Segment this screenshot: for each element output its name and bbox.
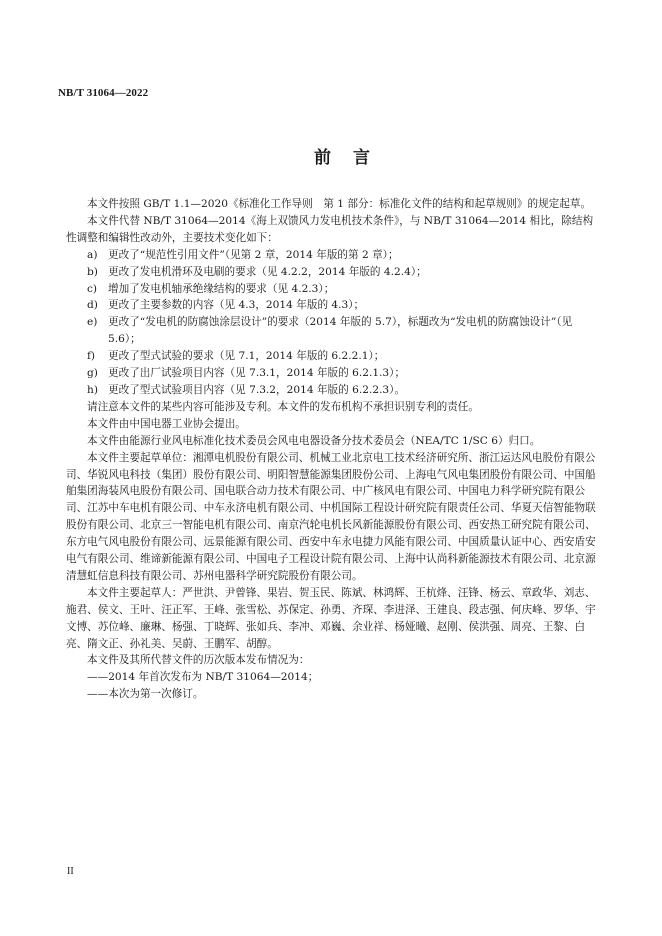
list-item-label: b) — [87, 265, 98, 278]
paragraph-drafting-units: 本文件主要起草单位：湘潭电机股份有限公司、机械工业北京电工技术经济研究所、浙江运达风电股份有限公司、华锐风电科技（集团）股份有限公司、明阳智慧能源集团股份公司、上海电气风电集团股份有限公司、中国船舶集团海装风电股份有限公司、国电联合动力技术有限公司、中广核风电有限公司、中国电力科学研究院有限公司、江苏中车电机有限公司、中车永济电机有限公司、中机国际工程设计研究院有限责任公司、华夏天信智能物联股份有限公司、北京三一智能电机有限公司、南京汽轮电机长风新能源股份有限公司、西安热工研究院有限公司、东方电气风电股份有限公司、远景能源有限公司、西安中车永电捷力风能有限公司、中国质量认证中心、西安盾安电气有限公司、维谛新能源有限公司、中国电子工程设计院有限公司、上海中认尚科新能源技术有限公司、北京源清慧虹信息科技有限公司、苏州电器科学研究院股份有限公司。 — [66, 451, 596, 582]
list-item — [66, 348, 598, 365]
paragraph-history-intro: 本文件及其所代替文件的历次版本发布情况为： — [87, 654, 310, 667]
list-item — [66, 365, 598, 382]
list-item-label: d) — [87, 299, 98, 312]
paragraph-drafters: 本文件主要起草人：严世洪、尹曾锋、果岩、贺玉民、陈斌、林鸿辉、王杭烽、汪锋、杨云、章政华、刘志、施君、侯文、王叶、汪正军、王峰、张雪松、苏保定、孙勇、齐琛、李进泽、王建良、段志强、何庆峰、罗华、宇文博、苏位峰、廉琳、杨强、丁晓辉、张如兵、李冲、邓巍、余业祥、杨娅曦、赵刚、侯洪强、周亮、王黎、白亮、隋文正、孙礼美、吴蔚、王鹏军、胡醇。 — [66, 586, 596, 650]
list-item — [66, 382, 598, 399]
paragraph-committee: 本文件由能源行业风电标准化技术委员会风电电器设备分技术委员会（NEA/TC 1/SC 6）归口。 — [87, 434, 541, 447]
list-item — [66, 281, 598, 298]
list-item — [66, 297, 598, 314]
list-item-text: 更改了型式试验的要求（见 7.1，2014 年版的 6.2.2.1）； — [108, 350, 385, 363]
change-list — [66, 247, 598, 399]
list-item — [66, 247, 598, 264]
list-item-text: 增加了发电机轴承绝缘结构的要求（见 4.2.3）； — [108, 282, 335, 295]
standard-code: NB/T 31064—2022 — [58, 87, 149, 99]
paragraph-drafting-rule: 本文件按照 GB/T 1.1—2020《标准化工作导则 第 1 部分：标准化文件的结构和起草规则》的规定起草。 — [87, 198, 592, 210]
list-item-text: 更改了发电机滑环及电刷的要求（见 4.2.2，2014 年版的 4.2.4）； — [108, 265, 427, 278]
list-item-label: h) — [87, 383, 98, 396]
paragraph-proposer: 本文件由中国电器工业协会提出。 — [87, 417, 246, 430]
list-item-label: e) — [87, 316, 98, 329]
list-item-text: 更改了出厂试验项目内容（见 7.3.1，2014 年版的 6.2.1.3）； — [108, 367, 406, 380]
list-item-label: c) — [87, 282, 98, 295]
list-item-text: 更改了型式试验项目内容（见 7.3.2，2014 年版的 6.2.2.3）。 — [108, 383, 406, 396]
list-item-label: a) — [87, 248, 98, 261]
page-title: 前言 — [314, 148, 392, 168]
page-number: II — [67, 866, 74, 877]
list-item — [66, 264, 598, 281]
list-item-text: 更改了“发电机的防腐蚀涂层设计”的要求（2014 年版的 5.7），标题改为“发电机的防腐蚀设计”（见 5.6）； — [108, 316, 573, 346]
paragraph-replacement: 本文件代替 NB/T 31064—2014《海上双馈风力发电机技术条件》，与 NB/T 31064—2014 相比，除结构性调整和编辑性改动外，主要技术变化如下： — [66, 214, 594, 244]
list-item — [66, 314, 598, 348]
history-item: ——2014 年首次发布为 NB/T 31064—2014； — [87, 671, 319, 684]
foreword-body — [66, 196, 598, 703]
list-item-label: g) — [87, 367, 98, 380]
list-item-label: f) — [87, 350, 96, 363]
list-item-text: 更改了“规范性引用文件”（见第 2 章，2014 年版的第 2 章）； — [108, 248, 399, 261]
paragraph-patent-notice: 请注意本文件的某些内容可能涉及专利。本文件的发布机构不承担识别专利的责任。 — [87, 400, 479, 413]
history-item: ——本次为第一次修订。 — [87, 688, 204, 701]
list-item-text: 更改了主要参数的内容（见 4.3，2014 年版的 4.3）； — [108, 299, 365, 312]
